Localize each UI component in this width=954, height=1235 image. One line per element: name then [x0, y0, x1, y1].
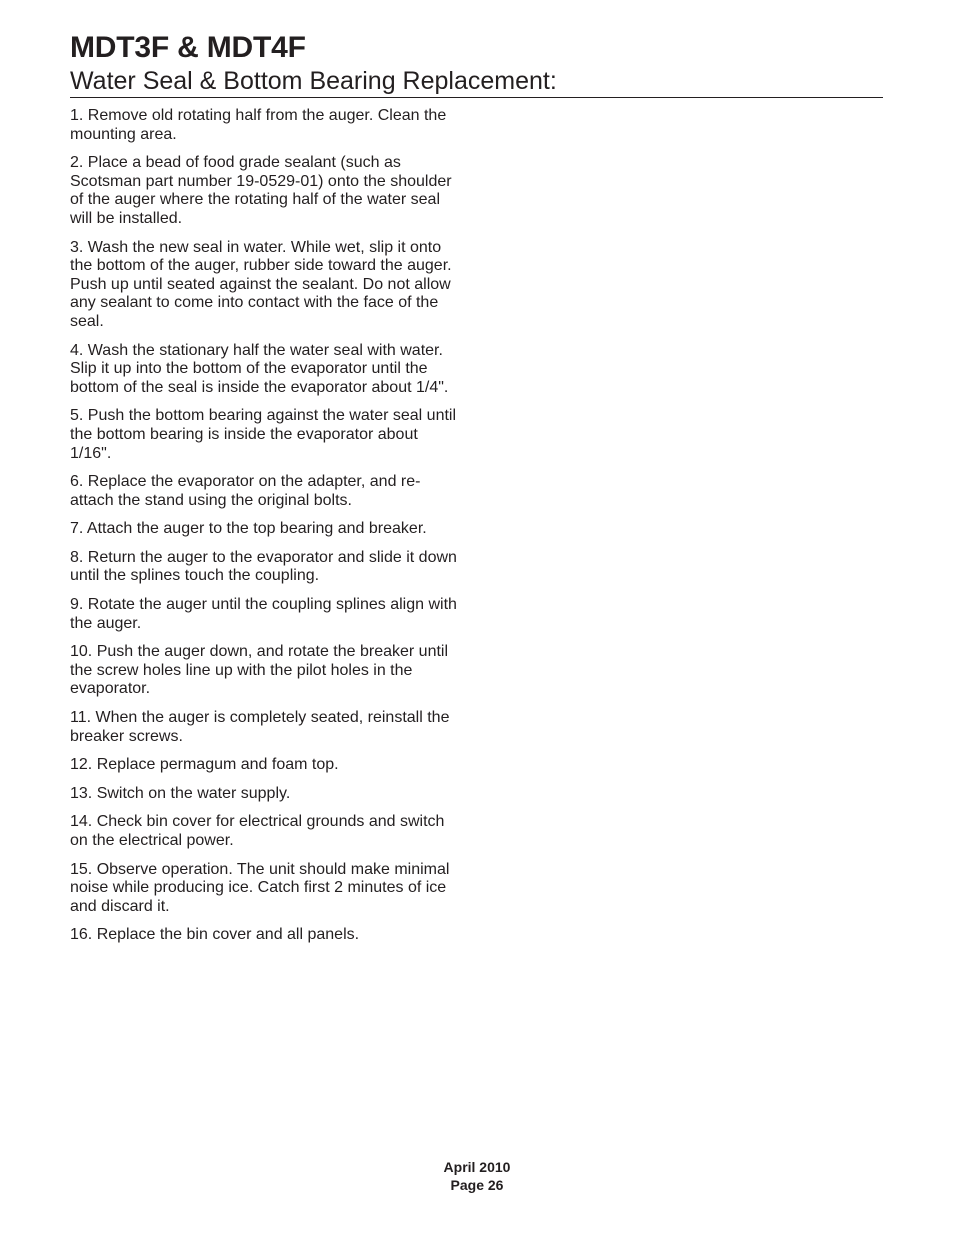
step-8: 8. Return the auger to the evaporator and slide it down until the splines touch the coupling.	[70, 548, 457, 585]
step-7: 7. Attach the auger to the top bearing and breaker.	[70, 520, 427, 538]
section-title: Water Seal & Bottom Bearing Replacement:	[70, 67, 557, 95]
step-12: 12. Replace permagum and foam top.	[70, 756, 339, 774]
step-11: 11. When the auger is completely seated, reinstall the breaker screws.	[70, 709, 450, 745]
step-5: 5. Push the bottom bearing against the water seal until the bottom bearing is inside the evaporator about 1/16".	[70, 407, 457, 462]
page-footer	[0, 1158, 954, 1194]
step-4: 4. Wash the stationary half the water seal with water. Slip it up into the bottom of the evaporator until the bottom of the seal is inside the evaporator about 1/4".	[70, 341, 449, 396]
step-13: 13. Switch on the water supply.	[70, 784, 291, 802]
step-9: 9. Rotate the auger until the coupling splines align with the auger.	[70, 596, 457, 632]
page-title: MDT3F & MDT4F	[70, 31, 306, 64]
footer-page-number: Page 26	[450, 1177, 504, 1193]
footer-date: April 2010	[443, 1159, 511, 1175]
step-2: 2. Place a bead of food grade sealant (such as Scotsman part number 19-0529-01) onto the shoulder of the auger where the rotating half of the water seal will be installed.	[70, 154, 452, 227]
step-3: 3. Wash the new seal in water. While wet, slip it onto the bottom of the auger, rubber side toward the auger. Push up until seated against the sealant. Do not allow any sealant to come into contact with the face of the seal.	[70, 238, 452, 330]
step-6: 6. Replace the evaporator on the adapter, and re-attach the stand using the original bolts.	[70, 473, 421, 509]
step-14: 14. Check bin cover for electrical grounds and switch on the electrical power.	[70, 813, 445, 849]
step-16: 16. Replace the bin cover and all panels.	[70, 926, 360, 944]
procedure-steps	[70, 107, 462, 955]
title-divider	[70, 97, 883, 98]
step-15: 15. Observe operation. The unit should make minimal noise while producing ice. Catch first 2 minutes of ice and discard it.	[70, 860, 450, 915]
step-10: 10. Push the auger down, and rotate the breaker until the screw holes line up with the pilot holes in the evaporator.	[70, 643, 449, 698]
step-1: 1. Remove old rotating half from the auger. Clean the mounting area.	[70, 107, 447, 143]
